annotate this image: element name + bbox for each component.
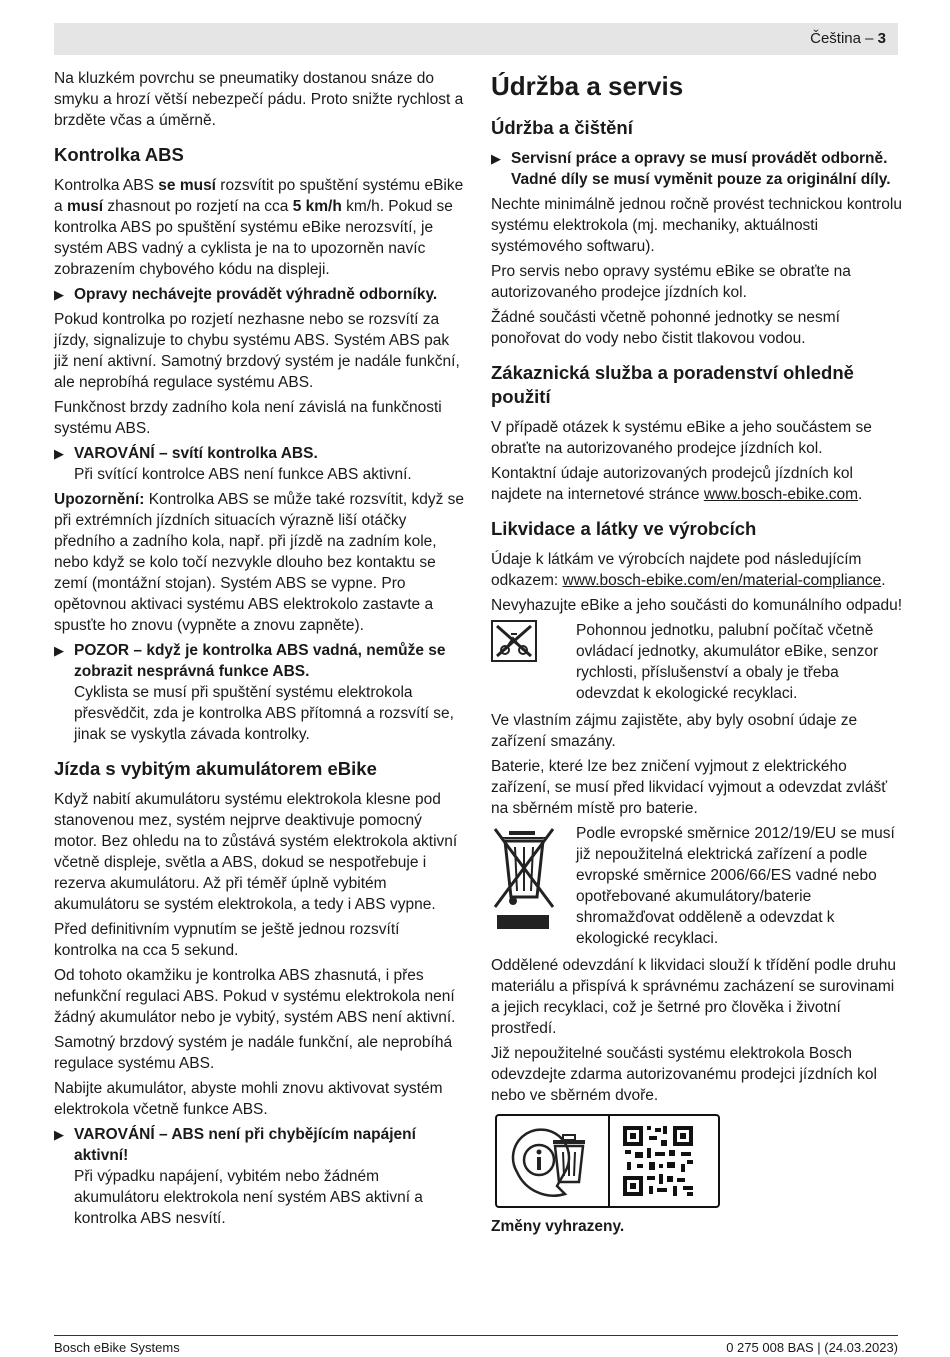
- maintenance-paragraph-2: Pro servis nebo opravy systému eBike se obraťte na autorizovaného prodejce jízdních kol.: [491, 263, 851, 301]
- battery-paragraph-2: Před definitivním vypnutím se ještě jednou rozsvítí kontrolka na cca 5 sekund.: [54, 921, 400, 959]
- note-paragraph: [54, 489, 466, 636]
- page-header: [54, 23, 898, 55]
- abs-p1-b: se musí: [158, 177, 216, 194]
- maintenance-paragraph-3: Žádné součásti včetně pohonné jednotky se nesmí ponořovat do vody nebo čistit tlakovou vodou.: [491, 309, 840, 347]
- bullet-triangle-icon: ▶: [54, 287, 64, 302]
- bullet-repairs-text: Opravy nechávejte provádět výhradně odborníky.: [74, 286, 438, 303]
- right-column: [491, 68, 903, 1241]
- abs-paragraph-1: [54, 175, 466, 280]
- abs-p1-f: 5 km/h: [292, 198, 342, 215]
- page-number: 3: [877, 30, 886, 47]
- disposal-paragraph-1: [491, 549, 903, 591]
- footer-brand: Bosch eBike Systems: [54, 1340, 180, 1355]
- bullet-warning-no-power: [54, 1124, 466, 1229]
- battery-paragraph-1: Když nabití akumulátoru systému elektrokola klesne pod stanovenou mez, systém nejprve deaktivuje pomocný motor. Bez ohledu na to zůstává systém elektrokola aktivní včetně displeje, světla a ABS, dokud se nespotřebuje i rezerva akumulátoru. Až při téměř úplně vybitém akumulátoru se systém elektrokola, a tedy i ABS vypne.: [54, 791, 458, 913]
- bullet-repairs: [54, 284, 466, 305]
- battery-paragraph-3: Od tohoto okamžiku je kontrolka ABS zhasnutá, i přes nefunkční regulaci ABS. Pokud v systému elektrokola není žádný akumulátor nebo je vybitý, systém ABS není aktivní.: [54, 967, 456, 1026]
- bullet-caution-title: POZOR – když je kontrolka ABS vadná, nemůže se zobrazit nesprávná funkce ABS.: [74, 642, 446, 680]
- recycle-notice: [491, 620, 903, 704]
- bullet-caution-abs-defect: [54, 640, 466, 745]
- disposal-paragraph-2: Nevyhazujte eBike a jeho součásti do komunálního odpadu!: [491, 597, 903, 614]
- bullet-triangle-icon: ▶: [491, 151, 501, 166]
- bullet-triangle-icon: ▶: [54, 643, 64, 658]
- battery-paragraph-5: Nabijte akumulátor, abyste mohli znovu aktivovat systém elektrokola včetně funkce ABS.: [54, 1080, 443, 1118]
- closing-text: Změny vyhrazeny.: [491, 1218, 625, 1235]
- abs-p1-a: Kontrolka ABS: [54, 177, 159, 194]
- bullet-warning-abs-lit: [54, 443, 466, 485]
- battery-paragraph-4: Samotný brzdový systém je nadále funkční, ale neprobíhá regulace systému ABS.: [54, 1034, 453, 1072]
- intro-paragraph: Na kluzkém povrchu se pneumatiky dostanou snáze do smyku a hrozí větší nebezpečí pádu. Proto snižte rychlost a brzděte včas a úměrně.: [54, 70, 464, 129]
- section-title: Údržba a servis: [491, 71, 684, 101]
- material-compliance-link[interactable]: www.bosch-ebike.com/en/material-compliance: [562, 572, 882, 589]
- battery-heading: Jízda s vybitým akumulátorem eBike: [54, 758, 377, 779]
- qr-code-icon: [623, 1126, 693, 1196]
- service-p2-text: Kontaktní údaje autorizovaných prodejců jízdních kol najdete na internetové stránce: [491, 465, 853, 503]
- info-trash-icon: [513, 1130, 585, 1196]
- footer-divider: [54, 1335, 898, 1336]
- disposal-p1-text: Údaje k látkám ve výrobcích najdete pod následujícím odkazem:: [491, 551, 862, 589]
- closing-statement: [491, 1216, 903, 1237]
- bullet-service-work-text: Servisní práce a opravy se musí provádět odborně. Vadné díly se musí vyměnit pouze za originální díly.: [511, 150, 891, 188]
- header-page-label: [810, 30, 886, 47]
- no-household-waste-icon: [491, 620, 576, 668]
- weee-notice-text: Podle evropské směrnice 2012/19/EU se musí již nepoužitelná elektrická zařízení a podle evropské směrnice 2006/66/ES vadné nebo opotřebované akumulátory/baterie shromažďovat odděleně a odevzdat k ekologické recyklaci.: [576, 825, 895, 947]
- maintenance-paragraph-1: Nechte minimálně jednou ročně provést technickou kontrolu systému elektrokola (mj. mechaniky, aktuálnosti systémového softwaru).: [491, 196, 902, 255]
- left-column: [54, 68, 466, 1233]
- disposal-paragraph-6: Již nepoužitelné součásti systému elektrokola Bosch odevzdejte zdarma autorizovanému prodejci jízdních kol nebo ve sběrném dvoře.: [491, 1045, 877, 1104]
- bullet-caution-desc: Cyklista se musí při spuštění systému elektrokola přesvědčit, zda je kontrolka ABS přítomná a rozsvítí se, jinak se vyskytla závada kontrolky.: [74, 684, 454, 743]
- customer-service-heading: Zákaznická služba a poradenství ohledně použití: [491, 362, 854, 407]
- disposal-paragraph-5: Oddělené odevzdání k likvidaci slouží k třídění podle druhu materiálu a přispívá k správnému zacházení se surovinami a jejich recyklaci, což je šetrné pro člověka i životní prostředí.: [491, 957, 896, 1037]
- bullet-warning-abs-lit-desc: Při svítící kontrolce ABS není funkce ABS aktivní.: [74, 466, 412, 483]
- disposal-paragraph-3: Ve vlastním zájmu zajistěte, aby byly osobní údaje ze zařízení smazány.: [491, 712, 858, 750]
- abs-heading: Kontrolka ABS: [54, 144, 184, 165]
- service-paragraph-2: [491, 463, 903, 505]
- abs-p1-c: rozsvítit po spuštění systému eBike a: [54, 177, 464, 215]
- abs-paragraph-2: Pokud kontrolka po rozjetí nezhasne nebo se rozsvítí za jízdy, signalizuje to chybu systému ABS. Systém ABS pak již není aktivní. Samotný brzdový systém je nadále funkční, ale neprobíhá regulace systému ABS.: [54, 311, 460, 391]
- maintenance-heading: Údržba a čištění: [491, 117, 633, 138]
- bullet-warning-no-power-title: VAROVÁNÍ – ABS není při chybějícím napájení aktivní!: [74, 1126, 416, 1164]
- bullet-triangle-icon: ▶: [54, 446, 64, 461]
- bullet-service-work: [491, 148, 903, 190]
- bullet-triangle-icon: ▶: [54, 1127, 64, 1142]
- disposal-heading: Likvidace a látky ve výrobcích: [491, 518, 757, 539]
- note-text: Kontrolka ABS se může také rozsvítit, když se při extrémních jízdních situacích výrazně liší otáčky předního a zadního kola, např. při jízdě na zadním kole, nebo když se kolo točí nezvykle dlouho bez kontaktu se zemí (montážní stojan). Systém ABS se vypne. Pro opětovnou aktivaci systému ABS elektrokolo zastavte a spusťte ho znovu (vypněte a znovu zapněte).: [54, 491, 465, 634]
- abs-p1-e: zhasnout po rozjetí na cca: [103, 198, 293, 215]
- service-p2-end: .: [858, 486, 863, 503]
- recycle-notice-text: Pohonnou jednotku, palubní počítač včetně ovládací jednotky, akumulátor eBike, senzor rychlosti, příslušenství a obaly je třeba odevzdat k ekologické recyklaci.: [576, 622, 879, 702]
- note-label: Upozornění:: [54, 491, 145, 508]
- bosch-ebike-link[interactable]: www.bosch-ebike.com: [703, 486, 859, 503]
- weee-notice: [491, 823, 903, 949]
- service-paragraph-1: V případě otázek k systému eBike a jeho součástem se obraťte na autorizovaného prodejce jízdních kol.: [491, 419, 872, 457]
- crossed-bin-icon: [491, 823, 576, 937]
- bullet-warning-abs-lit-title: VAROVÁNÍ – svítí kontrolka ABS.: [74, 445, 318, 462]
- disposal-paragraph-4: Baterie, které lze bez zničení vyjmout z elektrického zařízení, se musí před likvidací vyjmout a odevzdat zvlášť na sběrném místě pro baterie.: [491, 758, 888, 817]
- header-section: Čeština –: [810, 30, 878, 47]
- bullet-warning-no-power-desc: Při výpadku napájení, vybitém nebo žádném akumulátoru elektrokola není systém ABS aktivní a kontrolka ABS nesvítí.: [74, 1168, 423, 1227]
- abs-p1-g: km/h. Pokud se kontrolka ABS po spuštění systému eBike nerozsvítí, je systém ABS vadný a cyklista je na to upozorněn navíc zobrazením chybového kódu na displeji.: [54, 198, 453, 278]
- info-recycling-box: [495, 1114, 720, 1208]
- disposal-p1-end: .: [881, 572, 886, 589]
- abs-paragraph-3: Funkčnost brzdy zadního kola není závislá na funkčnosti systému ABS.: [54, 399, 442, 437]
- abs-p1-d: musí: [66, 198, 104, 215]
- footer-doc-number: 0 275 008 BAS | (24.03.2023): [726, 1340, 898, 1355]
